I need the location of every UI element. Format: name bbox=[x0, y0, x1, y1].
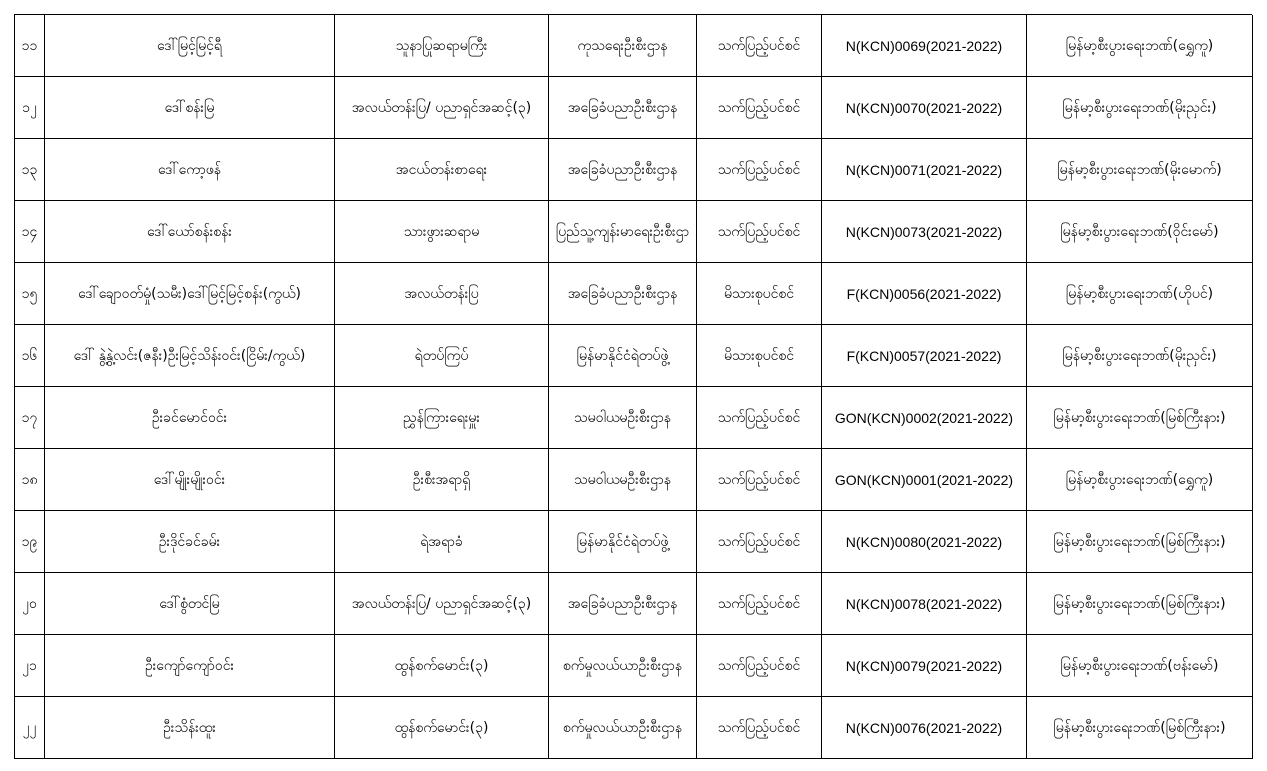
department-cell: အခြေခံပညာဦးစီးဌာန bbox=[549, 573, 697, 635]
table-row bbox=[15, 201, 1253, 263]
row-number-cell: ၁၅ bbox=[15, 263, 45, 325]
name-cell: ဒေါ် နွဲ့နွဲ့လင်း(ဇနီး)ဦးမြင့်သိန်းဝင်း(ငြိမ်း/ကွယ်) bbox=[45, 325, 335, 387]
table-row bbox=[15, 511, 1253, 573]
row-number-cell: ၁၆ bbox=[15, 325, 45, 387]
bank-branch-cell: မြန်မာ့စီးပွားရေးဘဏ်(ဟိုပင်) bbox=[1027, 263, 1253, 325]
table-row bbox=[15, 139, 1253, 201]
pension-type-cell: သက်ပြည့်ပင်စင် bbox=[697, 15, 822, 77]
name-cell: ဒေါ်မျိုးမျိုးဝင်း bbox=[45, 449, 335, 511]
bank-branch-cell: မြန်မာ့စီးပွားရေးဘဏ်(မြစ်ကြီးနား) bbox=[1027, 511, 1253, 573]
table-row bbox=[15, 573, 1253, 635]
rank-cell: ရဲတပ်ကြပ် bbox=[335, 325, 549, 387]
department-cell: စက်မှုလယ်ယာဦးစီးဌာန bbox=[549, 635, 697, 697]
bank-branch-cell: မြန်မာ့စီးပွားရေးဘဏ်(မြစ်ကြီးနား) bbox=[1027, 697, 1253, 759]
row-number-cell: ၁၃ bbox=[15, 139, 45, 201]
department-cell: ပြည်သူ့ကျန်းမာရေးဦးစီးဌာ bbox=[549, 201, 697, 263]
bank-branch-cell: မြန်မာ့စီးပွားရေးဘဏ်(မိုးညှင်း) bbox=[1027, 325, 1253, 387]
name-cell: ဦးကျော်ကျော်ဝင်း bbox=[45, 635, 335, 697]
name-cell: ဒေါ်ယော်စန်းစန်း bbox=[45, 201, 335, 263]
name-cell: ဦးခင်မောင်ဝင်း bbox=[45, 387, 335, 449]
control-number-cell: N(KCN)0076(2021-2022) bbox=[822, 697, 1027, 759]
row-number-cell: ၂၀ bbox=[15, 573, 45, 635]
pension-type-cell: သက်ပြည့်ပင်စင် bbox=[697, 697, 822, 759]
control-number-cell: N(KCN)0073(2021-2022) bbox=[822, 201, 1027, 263]
department-cell: မြန်မာနိုင်ငံရဲတပ်ဖွဲ့ bbox=[549, 511, 697, 573]
table-row bbox=[15, 77, 1253, 139]
department-cell: အခြေခံပညာဦးစီးဌာန bbox=[549, 263, 697, 325]
control-number-cell: F(KCN)0056(2021-2022) bbox=[822, 263, 1027, 325]
control-number-cell: N(KCN)0071(2021-2022) bbox=[822, 139, 1027, 201]
rank-cell: ညွှန်ကြားရေးမှူး bbox=[335, 387, 549, 449]
rank-cell: ရဲအရာခံ bbox=[335, 511, 549, 573]
row-number-cell: ၂၁ bbox=[15, 635, 45, 697]
table-row bbox=[15, 325, 1253, 387]
table-row bbox=[15, 263, 1253, 325]
control-number-cell: N(KCN)0070(2021-2022) bbox=[822, 77, 1027, 139]
table-row bbox=[15, 387, 1253, 449]
department-cell: အခြေခံပညာဦးစီးဌာန bbox=[549, 139, 697, 201]
rank-cell: အလယ်တန်းပြ/ ပညာရှင်အဆင့်(၃) bbox=[335, 573, 549, 635]
table-row bbox=[15, 449, 1253, 511]
department-cell: မြန်မာနိုင်ငံရဲတပ်ဖွဲ့ bbox=[549, 325, 697, 387]
rank-cell: အလယ်တန်းပြ/ ပညာရှင်အဆင့်(၃) bbox=[335, 77, 549, 139]
bank-branch-cell: မြန်မာ့စီးပွားရေးဘဏ်(ရွှေကူ) bbox=[1027, 449, 1253, 511]
row-number-cell: ၁၁ bbox=[15, 15, 45, 77]
name-cell: ဒေါ်ကော့ဖန် bbox=[45, 139, 335, 201]
department-cell: သမဝါယမဦးစီးဌာန bbox=[549, 387, 697, 449]
control-number-cell: N(KCN)0080(2021-2022) bbox=[822, 511, 1027, 573]
rank-cell: အလယ်တန်းပြ bbox=[335, 263, 549, 325]
department-cell: အခြေခံပညာဦးစီးဌာန bbox=[549, 77, 697, 139]
pension-list-table bbox=[14, 15, 1253, 759]
pension-type-cell: မိသားစုပင်စင် bbox=[697, 263, 822, 325]
table-row bbox=[15, 697, 1253, 759]
rank-cell: ထွန်စက်မောင်း(၃) bbox=[335, 697, 549, 759]
table-row bbox=[15, 15, 1253, 77]
rank-cell: အငယ်တန်းစာရေး bbox=[335, 139, 549, 201]
pension-type-cell: သက်ပြည့်ပင်စင် bbox=[697, 511, 822, 573]
name-cell: ဦးဒိုင်ခင်ခမ်း bbox=[45, 511, 335, 573]
control-number-cell: F(KCN)0057(2021-2022) bbox=[822, 325, 1027, 387]
pension-type-cell: သက်ပြည့်ပင်စင် bbox=[697, 449, 822, 511]
control-number-cell: GON(KCN)0001(2021-2022) bbox=[822, 449, 1027, 511]
table-body bbox=[15, 15, 1253, 759]
table-row bbox=[15, 635, 1253, 697]
rank-cell: ထွန်စက်မောင်း(၃) bbox=[335, 635, 549, 697]
pension-type-cell: သက်ပြည့်ပင်စင် bbox=[697, 77, 822, 139]
pension-type-cell: သက်ပြည့်ပင်စင် bbox=[697, 635, 822, 697]
row-number-cell: ၁၉ bbox=[15, 511, 45, 573]
control-number-cell: GON(KCN)0002(2021-2022) bbox=[822, 387, 1027, 449]
rank-cell: သူနာပြုဆရာမကြီး bbox=[335, 15, 549, 77]
control-number-cell: N(KCN)0069(2021-2022) bbox=[822, 15, 1027, 77]
pension-type-cell: သက်ပြည့်ပင်စင် bbox=[697, 387, 822, 449]
row-number-cell: ၁၂ bbox=[15, 77, 45, 139]
pension-type-cell: သက်ပြည့်ပင်စင် bbox=[697, 201, 822, 263]
pension-type-cell: မိသားစုပင်စင် bbox=[697, 325, 822, 387]
rank-cell: သားဖွားဆရာမ bbox=[335, 201, 549, 263]
bank-branch-cell: မြန်မာ့စီးပွားရေးဘဏ်(မြစ်ကြီးနား) bbox=[1027, 387, 1253, 449]
name-cell: ဒေါ်စွံတင်မြ bbox=[45, 573, 335, 635]
pension-type-cell: သက်ပြည့်ပင်စင် bbox=[697, 573, 822, 635]
row-number-cell: ၁၇ bbox=[15, 387, 45, 449]
bank-branch-cell: မြန်မာ့စီးပွားရေးဘဏ်(ရွှေကူ) bbox=[1027, 15, 1253, 77]
control-number-cell: N(KCN)0078(2021-2022) bbox=[822, 573, 1027, 635]
row-number-cell: ၁၄ bbox=[15, 201, 45, 263]
bank-branch-cell: မြန်မာ့စီးပွားရေးဘဏ်(ဝိုင်းမော်) bbox=[1027, 201, 1253, 263]
bank-branch-cell: မြန်မာ့စီးပွားရေးဘဏ်(မိုးမောက်) bbox=[1027, 139, 1253, 201]
rank-cell: ဦးစီးအရာရှိ bbox=[335, 449, 549, 511]
bank-branch-cell: မြန်မာ့စီးပွားရေးဘဏ်(ဗန်းမော်) bbox=[1027, 635, 1253, 697]
name-cell: ဒေါ်မြင့်မြင့်ရီ bbox=[45, 15, 335, 77]
name-cell: ဦးသိန်းထူး bbox=[45, 697, 335, 759]
department-cell: သမဝါယမဦးစီးဌာန bbox=[549, 449, 697, 511]
name-cell: ဒေါ်ချောဝတ်မှုံ(သမီး)ဒေါ်မြင့်မြင့်စန်း(ကွယ်) bbox=[45, 263, 335, 325]
pension-list-table-container bbox=[14, 15, 1252, 759]
row-number-cell: ၁၈ bbox=[15, 449, 45, 511]
name-cell: ဒေါ်စန်းမြ bbox=[45, 77, 335, 139]
pension-type-cell: သက်ပြည့်ပင်စင် bbox=[697, 139, 822, 201]
department-cell: ကုသရေးဦးစီးဌာန bbox=[549, 15, 697, 77]
control-number-cell: N(KCN)0079(2021-2022) bbox=[822, 635, 1027, 697]
department-cell: စက်မှုလယ်ယာဦးစီးဌာန bbox=[549, 697, 697, 759]
bank-branch-cell: မြန်မာ့စီးပွားရေးဘဏ်(မြစ်ကြီးနား) bbox=[1027, 573, 1253, 635]
row-number-cell: ၂၂ bbox=[15, 697, 45, 759]
bank-branch-cell: မြန်မာ့စီးပွားရေးဘဏ်(မိုးညှင်း) bbox=[1027, 77, 1253, 139]
